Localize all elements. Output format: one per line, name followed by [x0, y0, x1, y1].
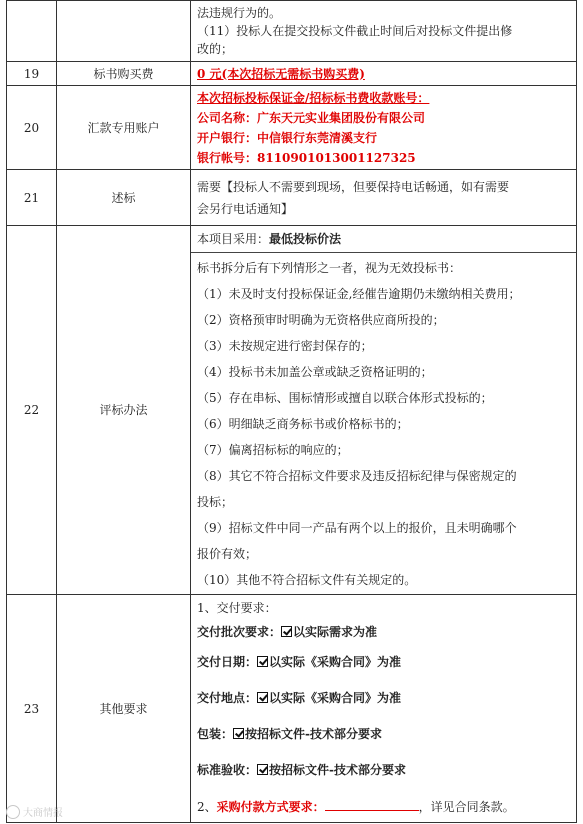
- requirement-label: 交付日期：: [197, 655, 258, 669]
- table-row-20: [7, 86, 577, 170]
- row-name: 标书购买费: [57, 62, 191, 86]
- requirement-value: 以实际需求为准: [293, 625, 378, 639]
- list-item: （9）招标文件中同一产品有两个以上的报价，且未明确哪个: [197, 521, 517, 535]
- delivery-requirement: [197, 623, 572, 653]
- row-content: [191, 595, 577, 823]
- watermark: [6, 804, 63, 819]
- row-content: [191, 226, 577, 595]
- payment-suffix: ，详见合同条款。: [418, 800, 515, 814]
- row-content: [191, 1, 577, 62]
- requirement-label: 包装：: [197, 727, 234, 741]
- content-line: 改的；: [197, 42, 234, 56]
- row-number: [7, 1, 57, 62]
- delivery-requirement: [197, 725, 572, 761]
- evaluation-method: [191, 226, 576, 253]
- list-item: （2）资格预审时明确为无资格供应商所投的；: [197, 313, 445, 327]
- requirement-value: 按招标文件-技术部分要求: [269, 763, 406, 777]
- payment-requirement: [197, 797, 572, 816]
- list-item: （10）其他不符合招标文件有关规定的。: [197, 573, 417, 587]
- list-item: （6）明细缺乏商务标书或价格标书的；: [197, 417, 409, 431]
- checkbox-checked-icon: [233, 728, 244, 739]
- invalid-intro: 标书拆分后有下列情形之一者，视为无效投标书：: [197, 261, 462, 275]
- list-item: （5）存在串标、围标情形或擅自以联合体形式投标的；: [197, 391, 493, 405]
- row-content: [191, 62, 577, 86]
- requirement-label: 交付批次要求：: [197, 625, 282, 639]
- list-item: （8）其它不符合招标文件要求及违反招标纪律与保密规定的: [197, 469, 517, 483]
- row-number: 23: [7, 595, 57, 823]
- row-name: [57, 1, 191, 62]
- row-number: 21: [7, 170, 57, 226]
- bid-document-fee: 0 元(本次招标无需标书购买费): [197, 66, 365, 81]
- row-name: 评标办法: [57, 226, 191, 595]
- list-item: 投标；: [197, 495, 234, 509]
- list-item: 报价有效；: [197, 547, 258, 561]
- requirement-label: 标准验收：: [197, 763, 258, 777]
- table-row-continued: [7, 1, 577, 62]
- tender-info-table: [6, 0, 577, 823]
- checkbox-checked-icon: [257, 692, 268, 703]
- delivery-requirement: [197, 653, 572, 689]
- row-number: 22: [7, 226, 57, 595]
- table-row-22: [7, 226, 577, 595]
- row-number: 19: [7, 62, 57, 86]
- content-line: 法违规行为的。: [197, 6, 282, 20]
- row-number: 20: [7, 86, 57, 170]
- delivery-heading: 1、交付要求：: [197, 601, 277, 615]
- requirement-value: 按招标文件-技术部分要求: [245, 727, 382, 741]
- checkbox-checked-icon: [281, 626, 292, 637]
- list-item: （4）投标书未加盖公章或缺乏资格证明的；: [197, 365, 433, 379]
- checkbox-checked-icon: [257, 656, 268, 667]
- table-row-21: [7, 170, 577, 226]
- table-row-23: [7, 595, 577, 823]
- bank-account: 银行帐号：8110901013001127325: [197, 150, 416, 165]
- method-prefix: 本项目采用：: [197, 232, 270, 246]
- delivery-requirement: [197, 761, 572, 797]
- row-name: 其他要求: [57, 595, 191, 823]
- list-item: （3）未按规定进行密封保存的；: [197, 339, 373, 353]
- bank-name: 开户银行：中信银行东莞清溪支行: [197, 130, 378, 145]
- checkbox-checked-icon: [257, 764, 268, 775]
- company-name: 公司名称：广东天元实业集团股份有限公司: [197, 110, 426, 125]
- account-heading: 本次招标投标保证金/招标标书费收款账号：: [197, 90, 430, 105]
- row-name: 汇款专用账户: [57, 86, 191, 170]
- row-content: [191, 170, 577, 226]
- list-item: （1）未及时支付投标保证金,经催告逾期仍未缴纳相关费用；: [197, 287, 521, 301]
- watermark-logo-icon: [6, 805, 20, 819]
- payment-blank-field: [325, 797, 419, 811]
- delivery-requirement: [197, 689, 572, 725]
- content-line: 需要【投标人不需要到现场，但要保持电话畅通，如有需要: [197, 179, 510, 194]
- payment-label: 采购付款方式要求：: [216, 800, 325, 814]
- row-name: 述标: [57, 170, 191, 226]
- requirement-value: 以实际《采购合同》为准: [269, 655, 402, 669]
- content-line: （11）投标人在提交投标文件截止时间后对投标文件提出修: [197, 24, 513, 38]
- method-value: 最低投标价法: [269, 232, 342, 246]
- requirement-value: 以实际《采购合同》为准: [269, 691, 402, 705]
- payment-prefix: 2、: [197, 800, 217, 814]
- list-item: （7）偏离招标标的响应的；: [197, 443, 349, 457]
- content-line: 会另行电话通知】: [197, 201, 294, 216]
- table-row-19: [7, 62, 577, 86]
- watermark-text: 大商情报: [23, 808, 63, 819]
- row-content: [191, 86, 577, 170]
- requirement-label: 交付地点：: [197, 691, 258, 705]
